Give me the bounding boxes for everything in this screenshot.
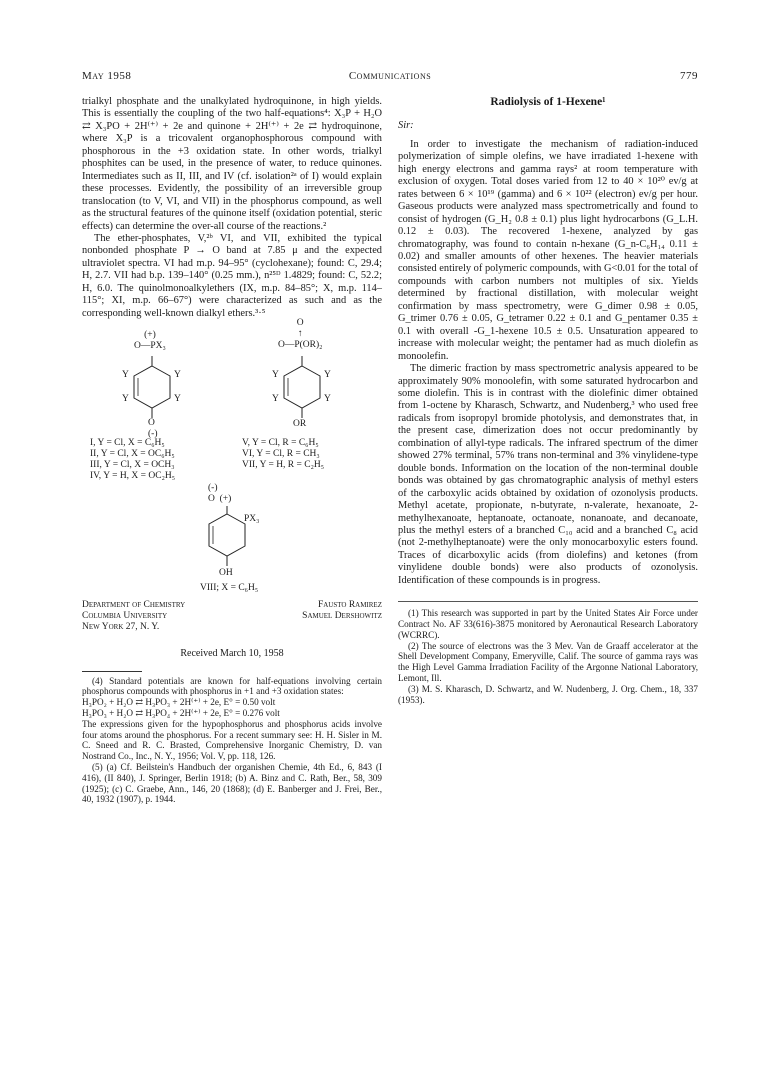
structure-2-y-label: Y xyxy=(324,370,331,381)
received-date: Received March 10, 1958 xyxy=(180,648,284,660)
benzene-ring-3 xyxy=(209,514,245,556)
left-paragraph-1: trialkyl phosphate and the unalkylated hydroquinone, in high yields. This is essentially the coupling of the two half-equations⁴: X₃P + H₂O ⇄ X₃PO + 2H⁽⁺⁾ + 2e and quinone + 2H⁽⁺⁾ + 2e ⇄ hydroquinone, where X₃P is a tricovalent organophosphorous compound with phosphorous in the +3 oxidation state. In other words, trialkyl phosphites can be used, in the presence of water, to reduce quinones. Intermediates such as II, III, and IV (cf. isolation²ᵃ of I) would explain these processes. Evidently, the possibility of an irreversible group translocation (to V, VI, and VII) in the phosphorus compound, as well as the structural features of the quinone itself (oxidation potential, steric effects) can determine the over-all course of the reactions.² xyxy=(82,96,382,232)
footnote-2: (2) The source of electrons was the 3 Mev. Van de Graaff accelerator at the Shell Development Company, Emeryville, Calif. The source of gamma rays was the High Level Gamma Irradiation Facility of the Argonne National Laboratory, Lemont, Ill. xyxy=(398,640,698,683)
left-paragraph-2: The ether-phosphates, V,²ᵇ VI, and VII, exhibited the typical nonbonded phosphate P → O band at 7.85 μ and the expected ultraviolet spectra. VI had m.p. 94–95° (cyclohexane); found: C, 29.4; H, 2.7. VII had b.p. 139–140° (0.25 mm.), n²⁵ᴰ 1.4829; found: C, 52.2; H, 6.0. The quinolmonoalkylethers (IX, m.p. 84–85°; X, m.p. 114–115°; XI, m.p. 66–67°) were characterized as such and as the corresponding well-known dialkyl ethers.³·⁵ xyxy=(82,232,382,319)
compound-list-1: I, Y = Cl, X = C₆H₅ II, Y = Cl, X = OC₆H₅ III, Y = Cl, X = OCH₃ IV, Y = H, X = OC₂H₅ xyxy=(90,438,176,482)
structure-2-bottom-label: OR xyxy=(293,419,307,430)
benzene-ring-2 xyxy=(284,366,320,408)
header-date: May 1958 xyxy=(82,70,132,82)
structure-1-y-label: Y xyxy=(122,394,129,405)
structure-3-caption: VIII; X = C₆H₅ xyxy=(200,583,259,594)
footnote-rule xyxy=(82,671,142,672)
structure-1-y-label: Y xyxy=(174,370,181,381)
page-number: 779 xyxy=(680,70,698,82)
left-footnotes xyxy=(82,676,382,806)
article-title: Radiolysis of 1-Hexene¹ xyxy=(490,96,606,108)
chemical-structures-figure xyxy=(82,318,382,596)
footnote-5: (5) (a) Cf. Beilstein's Handbuch der organishen Chemie, 4th Ed., 6, 843 (I 416), (II 840), J. Springer, Berlin 1918; (b) A. Binz and C. Rath, Ber., 58, 309 (1925); (c) C. Graebe, Ann., 146, 20 (1868); (d) E. Banberger and J. Frei, Ber., 40, 1932 (1907), p. 1944. xyxy=(82,761,382,805)
structure-1-y-label: Y xyxy=(122,370,129,381)
running-header xyxy=(82,70,698,86)
equation-2: H₃PO₃ + H₂O ⇄ H₃PO₄ + 2H⁽⁺⁾ + 2e, E° = 0.276 volt xyxy=(82,708,280,718)
right-paragraph-2: The dimeric fraction by mass spectrometric analysis appeared to be approximately 90% monoolefin, with some saturated hydrocarbon and some diolefin. This is in contrast with the diolefinic dimer obtained from 1-octene by Kharasch, Schwartz, and Nudenberg,³ who used free radicals from isopropyl bromide photolysis, and demonstrates that, in the present case, dimerization does not occur predominantly by combination of allyl-type radicals. The infrared spectrum of the dimer showed 27% terminal, 57% trans non-terminal and 3% vinylidene-type double bonds. Information on the location of the non-terminal double bonds was obtained by gas chromatographic analysis of methyl esters of the carboxylic acids obtained by oxidation of ozonolysis products. Methyl acetate, propionate, n-butyrate, n-valerate, hexanoate, 2-methylhexanoate, heptanoate, octanoate, nonanoate, and decanoate, plus the methyl esters of a branched C₁₀ acid and a branched C₈ acid (not 2-methylheptanoate) were the only monocarboxylic esters found. Traces of dicarboxylic acids (from diolefins) and ketones (from vinylidene double bonds) were also products of ozonolysis. Identification of these compounds is in progress. xyxy=(398,363,698,586)
structure-1-bottom-label: O (-) xyxy=(148,418,158,440)
structure-1-y-label: Y xyxy=(174,394,181,405)
right-footnotes xyxy=(398,601,698,705)
structure-3-bottom-label: OH xyxy=(219,568,233,579)
structure-3-top-label: (-) O (+) xyxy=(208,483,232,505)
header-section: Communications xyxy=(348,70,432,82)
footnote-4-continued: The expressions given for the hypophosphorus and phosphorus acids involve four atoms around the phosphorus. For a recent summary see: H. H. Sisler in M. C. Sneed and R. C. Brasted, Comprehensive Inorganic Chemistry, D. van Nostrand Co., Inc., N. Y., 1956; Vol. V, pp. 118, 126. xyxy=(82,718,382,762)
footnote-4: (4) Standard potentials are known for half-equations involving certain phosphorus compounds with phosphorus in +1 and +3 oxidation states: xyxy=(82,675,382,697)
authors: Fausto Ramirez Samuel Dershowitz xyxy=(302,600,382,622)
structure-2-top-label: O ↑ O—P(OR)₂ xyxy=(278,318,323,351)
structure-2-y-label: Y xyxy=(324,394,331,405)
footnote-3: (3) M. S. Kharasch, D. Schwartz, and W. Nudenberg, J. Org. Chem., 18, 337 (1953). xyxy=(398,683,698,705)
author-signature xyxy=(82,600,382,640)
right-paragraph-1: In order to investigate the mechanism of radiation-induced polymerization of simple olefins, we have irradiated 1-hexene with high energy electrons and gamma rays² at room temperature with exclusion of oxygen. Total doses varied from 12 to 40 × 10²⁰ ev/g at rates between 6 × 10¹⁹ (gamma) and 6 × 10²² (electron) ev/g per hour. Gaseous products were analyzed mass spectrometrically and found to consist of hydrogen (G_H₂ 0.8 ± 0.1) plus light hydrocarbons (G_L.H. 0.12 ± 0.03). The recovered 1-hexene, analyzed by gas chromatography, was found to contain n-hexane (G_n-C₆H₁₄ 0.11 ± 0.02) and smaller amounts of other hexenes. The heavier materials consisted entirely of polymeric compounds, with G<0.01 for the total of compounds with carbon numbers not multiples of six. Yields determined by fractional distillation, with molecular weight confirmation by mass spectrometry, were G_dimer 0.98 ± 0.05, G_trimer 0.76 ± 0.05, G_tetramer 0.22 ± 0.1 and G_pentamer 0.35 ± 0.1 with overall -G_1-hexene 10.5 ± 0.5. Unsaturation appeared to increase with molecular weight; the pentamer had as much diolefin as monoolefin. xyxy=(398,138,698,362)
right-column xyxy=(398,96,698,705)
compound-list-2: V, Y = Cl, R = C₆H₅ VI, Y = Cl, R = CH₃ VII, Y = H, R = C₂H₅ xyxy=(242,438,325,471)
salutation: Sir: xyxy=(398,120,414,132)
structure-1-top-label: (+) O—PX₃ xyxy=(134,330,166,352)
structure-2-y-label: Y xyxy=(272,370,279,381)
left-column xyxy=(82,96,382,805)
structure-2-y-label: Y xyxy=(272,394,279,405)
affiliation: Department of Chemistry Columbia University New York 27, N. Y. xyxy=(82,600,186,633)
structure-3-px-label: PX₃ xyxy=(244,514,260,525)
footnote-1: (1) This research was supported in part by the United States Air Force under Contract No. AF 33(616)-3875 monitored by Aeronautical Research Laboratory (WCRRC). xyxy=(398,608,698,640)
benzene-ring-1 xyxy=(134,366,170,408)
equation-1: H₃PO₂ + H₂O ⇄ H₃PO₃ + 2H⁽⁺⁾ + 2e, E° = 0.50 volt xyxy=(82,697,276,708)
